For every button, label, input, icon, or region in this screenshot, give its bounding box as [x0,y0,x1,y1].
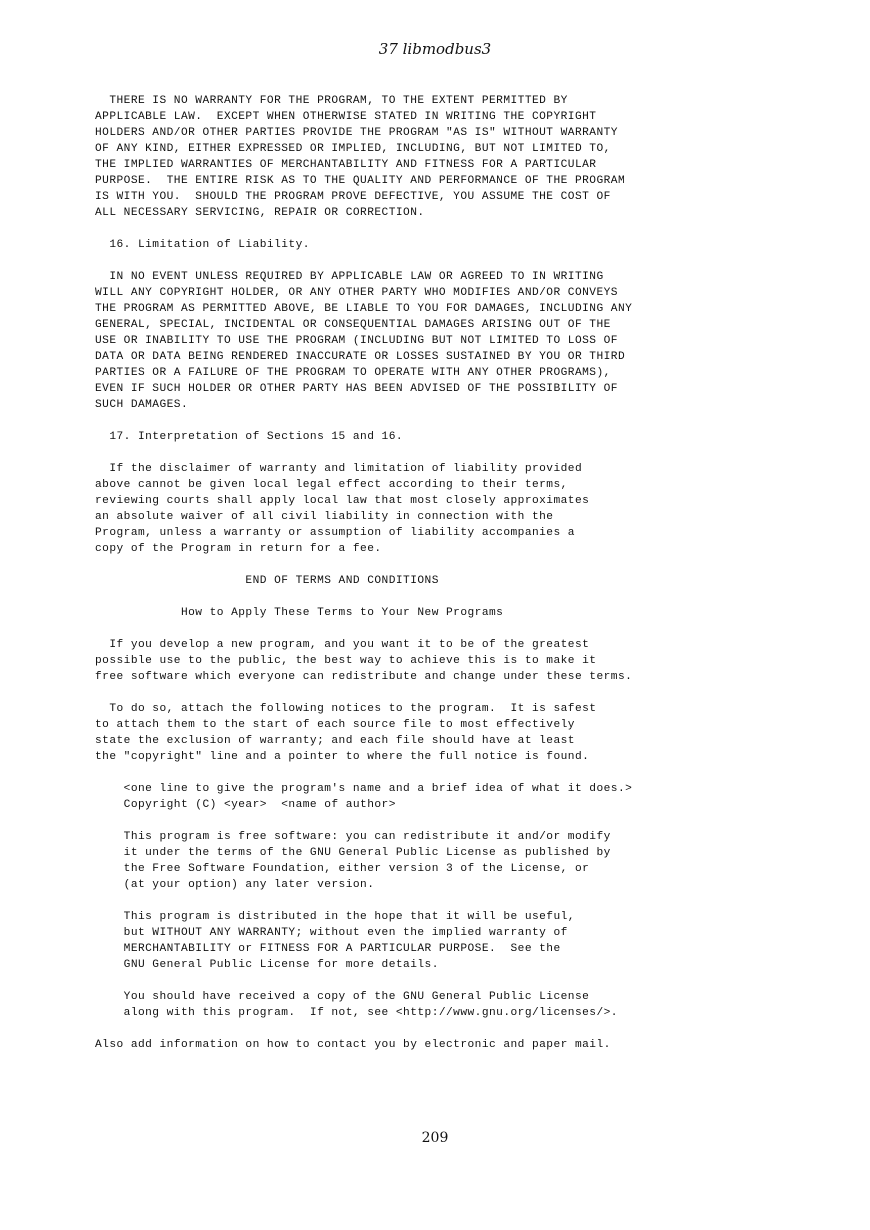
running-header: 37 libmodbus3 [378,40,492,58]
notice-program-line: <one line to give the program's name and a brief idea of what it does.> Copyright (C) <year> <name of author> [123,783,633,811]
spacer [95,221,835,237]
liability-paragraph: IN NO EVENT UNLESS REQUIRED BY APPLICABLE LAW OR AGREED TO IN WRITING WILL ANY COPYRIGHT HOLDER, OR ANY OTHER PARTY WHO MODIFIES AND/OR CONVEYS THE PROGRAM AS PERMITTED ABOVE, BE LIABLE TO YOU FOR DAMAGES, INCLUDING ANY GENERAL, SPECIAL, INCIDENTAL OR CONSEQUENTIAL DAMAGES ARISING OUT OF THE USE OR INABILITY TO USE THE PROGRAM (INCLUDING BUT NOT LIMITED TO LOSS OF DATA OR DATA BEING RENDERED INACCURATE OR LOSSES SUSTAINED BY YOU OR THIRD PARTIES OR A FAILURE OF THE PROGRAM TO OPERATE WITH ANY OTHER PROGRAMS), EVEN IF SUCH HOLDER OR OTHER PARTY HAS BEEN ADVISED OF THE POSSIBILITY OF SUCH DAMAGES. [95,271,633,411]
notice-distributed: This program is distributed in the hope that it will be useful, but WITHOUT ANY WARRANTY; without even the implied warranty of MERCHANTABILITY or FITNESS FOR A PARTICULAR PURPOSE. See the GNU General Public License for more details. [123,911,575,971]
spacer [95,445,835,461]
spacer [95,973,835,989]
spacer [95,893,835,909]
spacer [95,765,835,781]
spacer [95,253,835,269]
how-to-apply-heading: How to Apply These Terms to Your New Programs [95,607,504,619]
page-number: 209 [421,1130,449,1146]
notice-free-software: This program is free software: you can redistribute it and/or modify it under the terms of the GNU General Public License as published by the Free Software Foundation, either version 3 of the License, or (at your option) any later version. [123,831,611,891]
attach-paragraph: To do so, attach the following notices to the program. It is safest to attach them to the start of each source file to most effectively state the exclusion of warranty; and each file should have at least the "copyright" line and a pointer to where the full notice is found. [95,703,597,763]
page-body [95,93,835,1053]
spacer [95,685,835,701]
spacer [95,813,835,829]
spacer [95,589,835,605]
interpretation-paragraph: If the disclaimer of warranty and limitation of liability provided above cannot be given local legal effect according to their terms, reviewing courts shall apply local law that most closely approximates an absolute waiver of all civil liability in connection with the Program, unless a warranty or assumption of liability accompanies a copy of the Program in return for a fee. [95,463,590,555]
spacer [95,1021,835,1037]
spacer [95,413,835,429]
warranty-paragraph: THERE IS NO WARRANTY FOR THE PROGRAM, TO THE EXTENT PERMITTED BY APPLICABLE LAW. EXCEPT WHEN OTHERWISE STATED IN WRITING THE COPYRIGHT HOLDERS AND/OR OTHER PARTIES PROVIDE THE PROGRAM "AS IS" WITHOUT WARRANTY OF ANY KIND, EITHER EXPRESSED OR IMPLIED, INCLUDING, BUT NOT LIMITED TO, THE IMPLIED WARRANTIES OF MERCHANTABILITY AND FITNESS FOR A PARTICULAR PURPOSE. THE ENTIRE RISK AS TO THE QUALITY AND PERFORMANCE OF THE PROGRAM IS WITH YOU. SHOULD THE PROGRAM PROVE DEFECTIVE, YOU ASSUME THE COST OF ALL NECESSARY SERVICING, REPAIR OR CORRECTION. [95,95,626,219]
section-16-heading: 16. Limitation of Liability. [95,239,310,251]
notice-received-copy: You should have received a copy of the GNU General Public License along with this program. If not, see <http://www.gnu.org/licenses/>. [123,991,618,1019]
spacer [95,621,835,637]
spacer [95,557,835,573]
end-of-terms-heading: END OF TERMS AND CONDITIONS [95,575,439,587]
section-17-heading: 17. Interpretation of Sections 15 and 16. [95,431,404,443]
contact-paragraph: Also add information on how to contact you by electronic and paper mail. [95,1039,611,1051]
develop-paragraph: If you develop a new program, and you want it to be of the greatest possible use to the public, the best way to achieve this is to make it free software which everyone can redistribute and change under these terms. [95,639,633,683]
